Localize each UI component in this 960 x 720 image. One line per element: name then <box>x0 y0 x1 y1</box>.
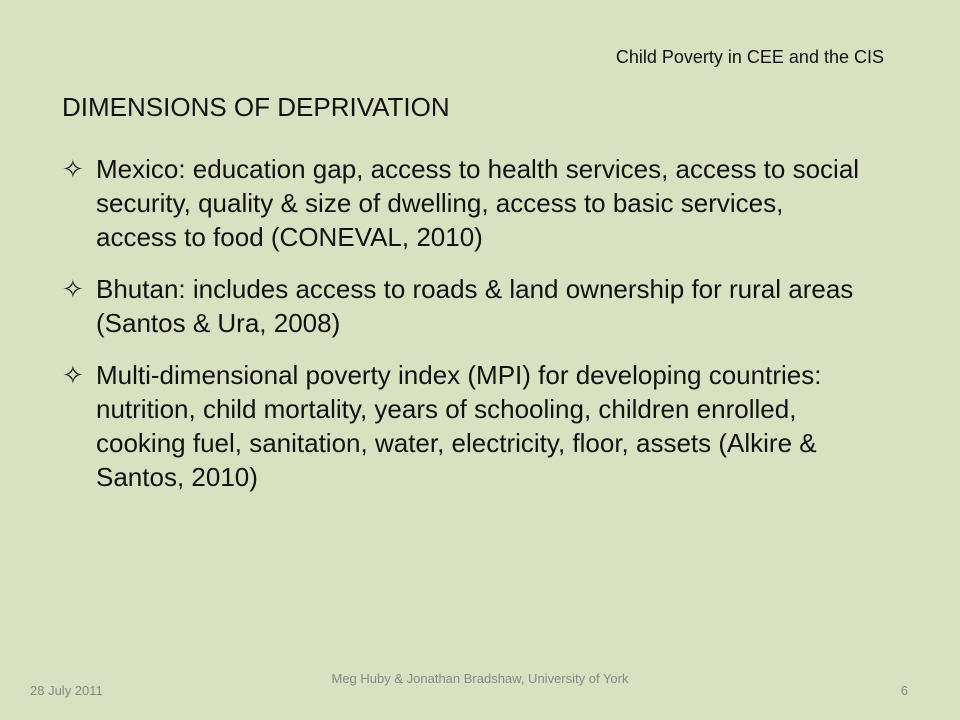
star-bullet-icon: ✧ <box>62 154 84 184</box>
bullet-list <box>62 152 862 512</box>
header-label: Child Poverty in CEE and the CIS <box>615 47 884 67</box>
bullet-item <box>62 272 862 340</box>
bullet-text: Mexico: education gap, access to health services, access to social security, quality & size of dwelling, access to basic services, access to food (CONEVAL, 2010) <box>96 154 860 252</box>
slide-title: DIMENSIONS OF DEPRIVATION <box>62 92 450 122</box>
footer-date: 28 July 2011 <box>30 683 103 698</box>
footer-page-number: 6 <box>900 683 908 698</box>
footer-author: Meg Huby & Jonathan Bradshaw, University of York <box>331 671 629 686</box>
star-bullet-icon: ✧ <box>62 360 84 390</box>
star-bullet-icon: ✧ <box>62 274 84 304</box>
bullet-text: Bhutan: includes access to roads & land ownership for rural areas (Santos & Ura, 2008) <box>96 274 854 338</box>
bullet-item <box>62 358 862 494</box>
bullet-text: Multi-dimensional poverty index (MPI) for developing countries: nutrition, child mortality, years of schooling, children enrolled, cooking fuel, sanitation, water, electricity, floor, assets (Alkire & Santos, 2010) <box>96 360 822 492</box>
bullet-item <box>62 152 862 254</box>
